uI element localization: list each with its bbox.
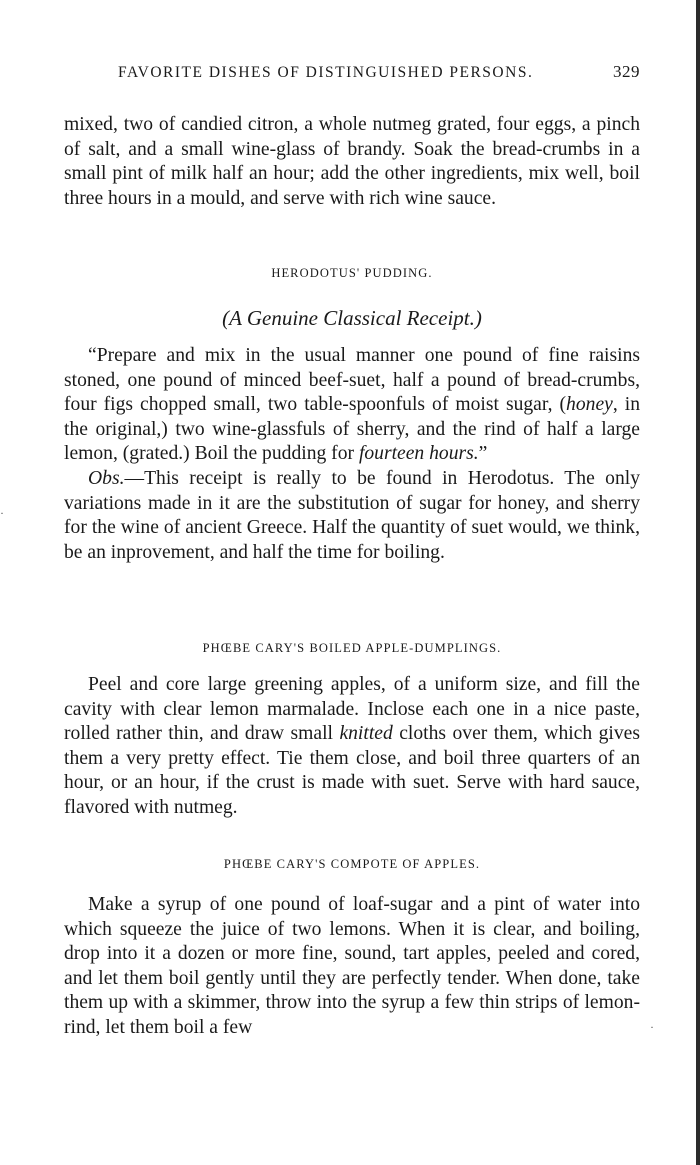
dumplings-recipe bbox=[64, 673, 640, 821]
compote-recipe bbox=[64, 893, 640, 1041]
herodotus-obs bbox=[64, 467, 640, 565]
dumplings-heading: PHŒBE CARY'S BOILED APPLE-DUMPLINGS. bbox=[202, 641, 502, 655]
dumplings-text bbox=[64, 673, 640, 821]
herodotus-quote-close: ” bbox=[478, 443, 488, 465]
margin-mark: · bbox=[0, 506, 4, 520]
continuation-text: mixed, two of candied citron, a whole nutmeg grated, four eggs, a pinch of salt, and a small wine-glass of brandy. Soak the bread-crumbs in a small pint of milk half an hour; add the other ingredients, mix well, boil three hours in a mould, and serve with rich wine sauce. bbox=[64, 114, 640, 209]
herodotus-recipe bbox=[64, 344, 640, 565]
herodotus-heading: HERODOTUS' PUDDING. bbox=[271, 266, 433, 280]
dumplings-text-1: Peel and core large greening apples, of a uniform size, and fill the cavity with clear lemon marmalade. Inclose each one in a nice paste, rolled rather thin, and draw small bbox=[64, 674, 640, 745]
running-head-title: FAVORITE DISHES OF DISTINGUISHED PERSONS. bbox=[118, 64, 534, 81]
page-edge-shadow bbox=[696, 0, 700, 1165]
herodotus-quote-text-1: “Prepare and mix in the usual manner one pound of fine raisins stoned, one pound of minced beef-suet, half a pound of bread-crumbs, four figs chopped small, two table-spoonfuls of moist sugar, ( bbox=[64, 345, 640, 416]
running-head bbox=[118, 62, 640, 86]
herodotus-quote-italic-1: honey bbox=[566, 394, 613, 416]
page-number: 329 bbox=[613, 62, 640, 81]
compote-heading: PHŒBE CARY'S COMPOTE OF APPLES. bbox=[223, 857, 481, 871]
dumplings-italic: knitted bbox=[339, 723, 393, 745]
obs-text: —This receipt is really to be found in Herodotus. The only variations made in it are the substitution of sugar for honey, and sherry for the wine of ancient Greece. Half the quantity of suet would, we think, be an inprovement, and half the time for boiling. bbox=[64, 467, 640, 563]
obs-label: Obs. bbox=[88, 467, 125, 489]
compote-text: Make a syrup of one pound of loaf-sugar and a pint of water into which squeeze the juice of two lemons. When it is clear, and boiling, drop into it a dozen or more fine, sound, tart apples, peeled and cored, and let them boil gently until they are perfectly tender. When done, take them up with a skimmer, throw into the syrup a few thin strips of lemon-rind, let them boil a few bbox=[64, 894, 640, 1038]
herodotus-quote-text-2: , in the original,) two wine-glassfuls of sherry, and the rind of half a large lemon, (grated.) Boil the pudding for bbox=[64, 394, 640, 465]
herodotus-quote bbox=[64, 344, 640, 467]
dumplings-text-2: cloths over them, which gives them a very pretty effect. Tie them close, and boil three quarters of an hour, or an hour, if the crust is made with suet. Serve with hard sauce, flavored with nutmeg. bbox=[64, 723, 640, 818]
herodotus-quote-italic-2: fourteen hours. bbox=[358, 443, 479, 465]
margin-dot: · bbox=[650, 1020, 654, 1034]
herodotus-subheading: (A Genuine Classical Receipt.) bbox=[222, 306, 482, 330]
continuation-paragraph bbox=[64, 113, 640, 211]
